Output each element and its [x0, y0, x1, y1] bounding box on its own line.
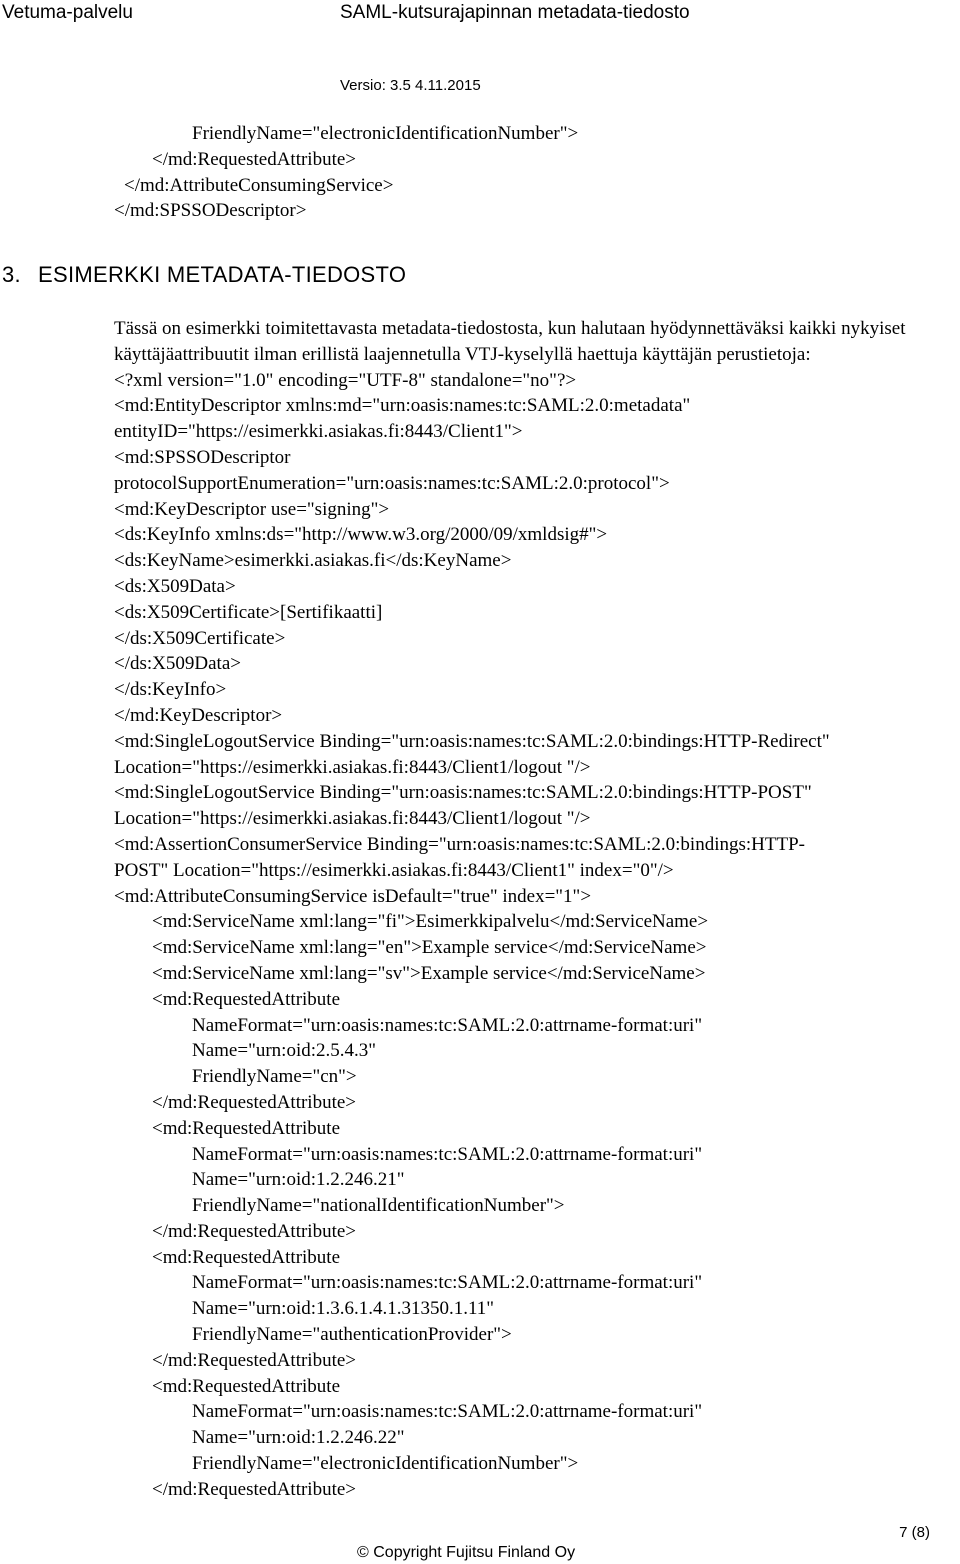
- section-title: ESIMERKKI METADATA-TIEDOSTO: [38, 262, 407, 287]
- code-line: <md:SingleLogoutService Binding="urn:oasis:names:tc:SAML:2.0:bindings:HTTP-POST": [114, 782, 812, 804]
- code-line: NameFormat="urn:oasis:names:tc:SAML:2.0:attrname-format:uri": [192, 1143, 703, 1165]
- code-line: protocolSupportEnumeration="urn:oasis:names:tc:SAML:2.0:protocol">: [114, 472, 670, 494]
- code-line: FriendlyName="authenticationProvider">: [192, 1324, 512, 1346]
- code-line: </ds:X509Certificate>: [114, 627, 286, 649]
- header-right-title: SAML-kutsurajapinnan metadata-tiedosto: [340, 2, 690, 23]
- code-line: NameFormat="urn:oasis:names:tc:SAML:2.0:attrname-format:uri": [192, 1014, 703, 1036]
- code-line: </md:AttributeConsumingService>: [124, 174, 394, 196]
- code-line: Name="urn:oid:1.2.246.22": [192, 1427, 405, 1449]
- code-line: </ds:KeyInfo>: [114, 679, 227, 701]
- code-line: Location="https://esimerkki.asiakas.fi:8443/Client1/logout "/>: [114, 756, 591, 778]
- code-line: NameFormat="urn:oasis:names:tc:SAML:2.0:attrname-format:uri": [192, 1401, 703, 1423]
- code-line: </md:RequestedAttribute>: [152, 1349, 357, 1371]
- code-line: </ds:X509Data>: [114, 653, 241, 675]
- page-header: [0, 0, 960, 26]
- code-line: <ds:X509Certificate>[Sertifikaatti]: [114, 601, 383, 623]
- code-line: </md:RequestedAttribute>: [152, 1478, 357, 1500]
- code-line: </md:SPSSODescriptor>: [114, 200, 307, 222]
- version-label: Versio: 3.5 4.11.2015: [340, 77, 481, 94]
- code-line: <md:ServiceName xml:lang="sv">Example service</md:ServiceName>: [152, 962, 706, 984]
- code-line: <md:RequestedAttribute: [152, 1375, 341, 1397]
- code-line: FriendlyName="cn">: [192, 1066, 357, 1088]
- code-line: <md:KeyDescriptor use="signing">: [114, 498, 390, 520]
- code-line: <md:RequestedAttribute: [152, 1246, 341, 1268]
- metadata-code-block: [114, 368, 959, 1503]
- code-line: FriendlyName="electronicIdentificationNumber">: [192, 1453, 579, 1475]
- code-line: <md:EntityDescriptor xmlns:md="urn:oasis:names:tc:SAML:2.0:metadata": [114, 395, 691, 417]
- code-line: NameFormat="urn:oasis:names:tc:SAML:2.0:attrname-format:uri": [192, 1272, 703, 1294]
- code-line: <md:RequestedAttribute: [152, 1117, 341, 1139]
- code-line: <md:SingleLogoutService Binding="urn:oasis:names:tc:SAML:2.0:bindings:HTTP-Redirect": [114, 730, 830, 752]
- copyright-footer: © Copyright Fujitsu Finland Oy: [357, 1544, 576, 1561]
- section-body: [114, 316, 959, 1503]
- code-line: Name="urn:oid:1.3.6.1.4.1.31350.1.11": [192, 1298, 495, 1320]
- code-line: POST" Location="https://esimerkki.asiakas.fi:8443/Client1" index="0"/>: [114, 859, 674, 881]
- code-line: <ds:X509Data>: [114, 575, 236, 597]
- code-line: <?xml version="1.0" encoding="UTF-8" standalone="no"?>: [114, 369, 577, 391]
- section-heading: [2, 262, 406, 288]
- code-line: <md:ServiceName xml:lang="en">Example service</md:ServiceName>: [152, 937, 707, 959]
- code-line: FriendlyName="nationalIdentificationNumber">: [192, 1195, 565, 1217]
- continued-code-block: [0, 121, 960, 224]
- code-line: </md:KeyDescriptor>: [114, 704, 283, 726]
- code-line: </md:RequestedAttribute>: [152, 1091, 357, 1113]
- page-number: 7 (8): [899, 1524, 930, 1541]
- code-line: <ds:KeyInfo xmlns:ds="http://www.w3.org/2000/09/xmldsig#">: [114, 524, 608, 546]
- code-line: entityID="https://esimerkki.asiakas.fi:8443/Client1">: [114, 421, 523, 443]
- intro-paragraph: Tässä on esimerkki toimitettavasta metadata-tiedostosta, kun halutaan hyödynnettäväksi kaikki nykyiset käyttäjäattribuutit ilman erillistä laajennetulla VTJ-kyselyllä haettuja käyttäjän perustietoja:: [114, 318, 906, 365]
- code-line: <md:RequestedAttribute: [152, 988, 341, 1010]
- code-line: <ds:KeyName>esimerkki.asiakas.fi</ds:KeyName>: [114, 550, 512, 572]
- code-line: Name="urn:oid:2.5.4.3": [192, 1040, 377, 1062]
- code-line: <md:ServiceName xml:lang="fi">Esimerkkipalvelu</md:ServiceName>: [152, 911, 709, 933]
- code-line: <md:AttributeConsumingService isDefault="true" index="1">: [114, 885, 592, 907]
- code-line: </md:RequestedAttribute>: [152, 1220, 357, 1242]
- code-line: FriendlyName="electronicIdentificationNumber">: [192, 123, 579, 144]
- code-line: Location="https://esimerkki.asiakas.fi:8443/Client1/logout "/>: [114, 808, 591, 830]
- code-line: Name="urn:oid:1.2.246.21": [192, 1169, 405, 1191]
- code-line: <md:AssertionConsumerService Binding="urn:oasis:names:tc:SAML:2.0:bindings:HTTP-: [114, 833, 805, 855]
- header-left-title: Vetuma-palvelu: [2, 2, 133, 23]
- section-number: 3.: [2, 262, 21, 287]
- code-line: <md:SPSSODescriptor: [114, 446, 291, 468]
- code-line: </md:RequestedAttribute>: [152, 148, 357, 170]
